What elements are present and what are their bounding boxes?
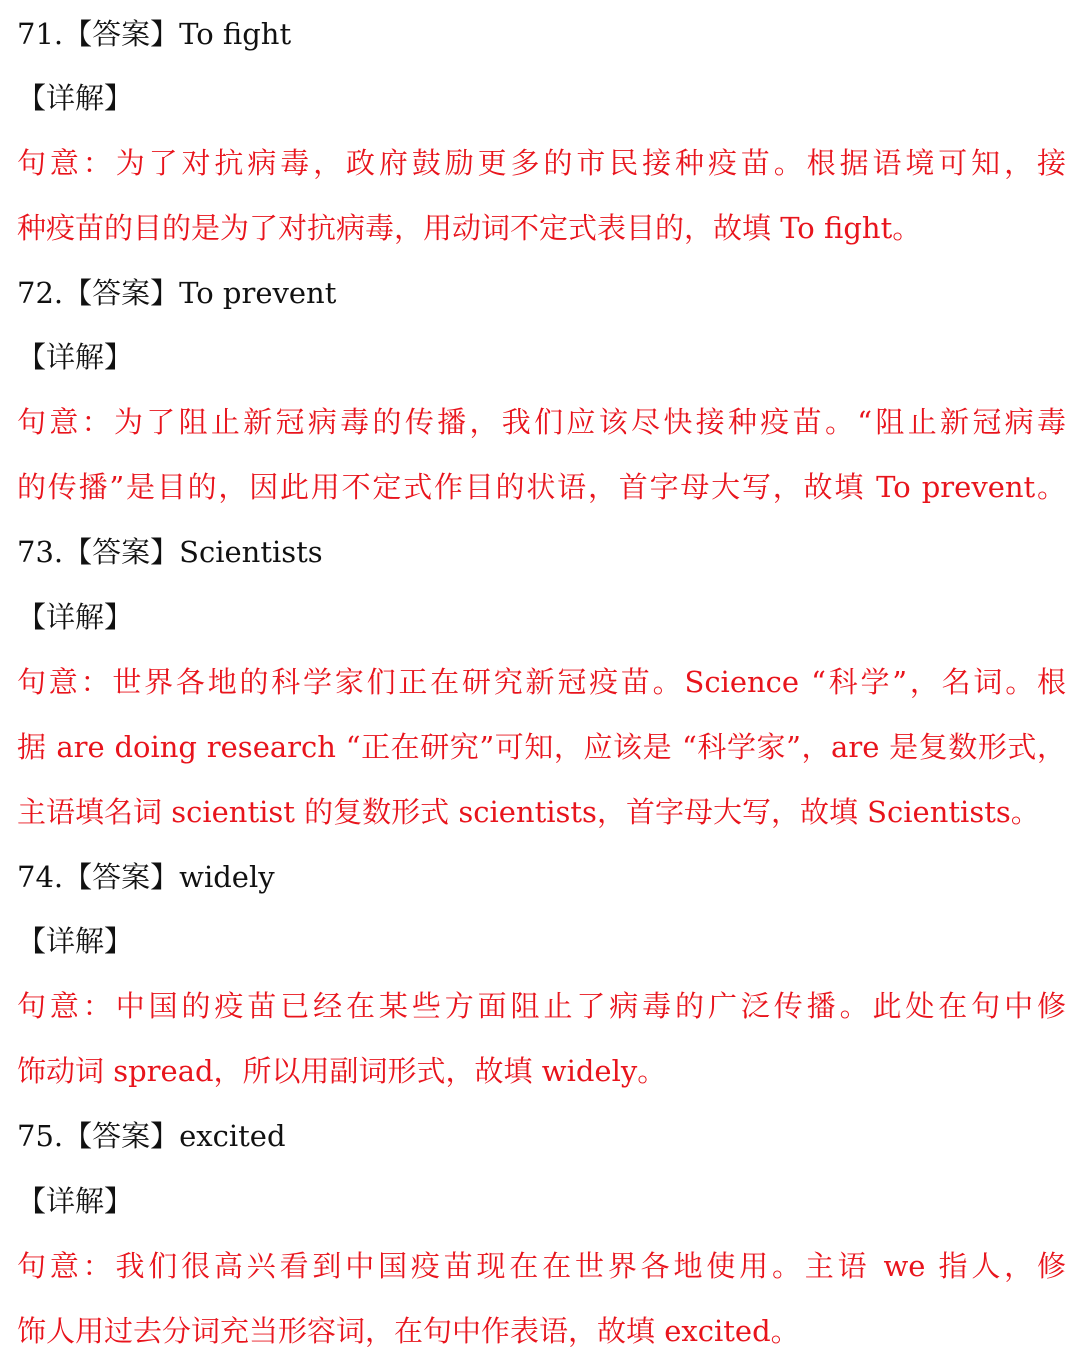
explanation-75-line-2: 饰人用过去分词充当形容词，在句中作表语，故填 excited。 — [17, 1314, 800, 1348]
answer-71: 71.【答案】To fight — [17, 17, 292, 51]
detail-label-75: 【详解】 — [17, 1184, 134, 1218]
explanation-75-line-1: 句意：我们很高兴看到中国疫苗现在在世界各地使用。主语 we 指人，修 — [17, 1249, 1066, 1283]
answer-72: 72.【答案】To prevent — [17, 276, 337, 310]
explanation-73-line-1: 句意：世界各地的科学家们正在研究新冠疫苗。Science “科学”，名词。根 — [17, 665, 1066, 699]
detail-label-71: 【详解】 — [17, 81, 134, 115]
explanation-74-line-2: 饰动词 spread，所以用副词形式，故填 widely。 — [17, 1054, 667, 1088]
explanation-71-line-2: 种疫苗的目的是为了对抗病毒，用动词不定式表目的，故填 To fight。 — [17, 211, 922, 245]
explanation-74-line-1: 句意：中国的疫苗已经在某些方面阻止了病毒的广泛传播。此处在句中修 — [17, 989, 1066, 1023]
explanation-71-line-1: 句意：为了对抗病毒，政府鼓励更多的市民接种疫苗。根据语境可知，接 — [17, 146, 1066, 180]
detail-label-72: 【详解】 — [17, 340, 134, 374]
explanation-72-line-1: 句意：为了阻止新冠病毒的传播，我们应该尽快接种疫苗。“阻止新冠病毒 — [17, 405, 1066, 439]
answer-74: 74.【答案】widely — [17, 860, 275, 894]
detail-label-74: 【详解】 — [17, 924, 134, 958]
explanation-73-line-2: 据 are doing research “正在研究”可知，应该是 “科学家”，are 是复数形式， — [17, 730, 1066, 764]
answer-75: 75.【答案】excited — [17, 1119, 286, 1153]
explanation-73-line-3: 主语填名词 scientist 的复数形式 scientists，首字母大写，故填 Scientists。 — [17, 795, 1040, 829]
explanation-72-line-2: 的传播”是目的，因此用不定式作目的状语，首字母大写，故填 To prevent。 — [17, 470, 1066, 504]
detail-label-73: 【详解】 — [17, 600, 134, 634]
answer-73: 73.【答案】Scientists — [17, 535, 323, 569]
